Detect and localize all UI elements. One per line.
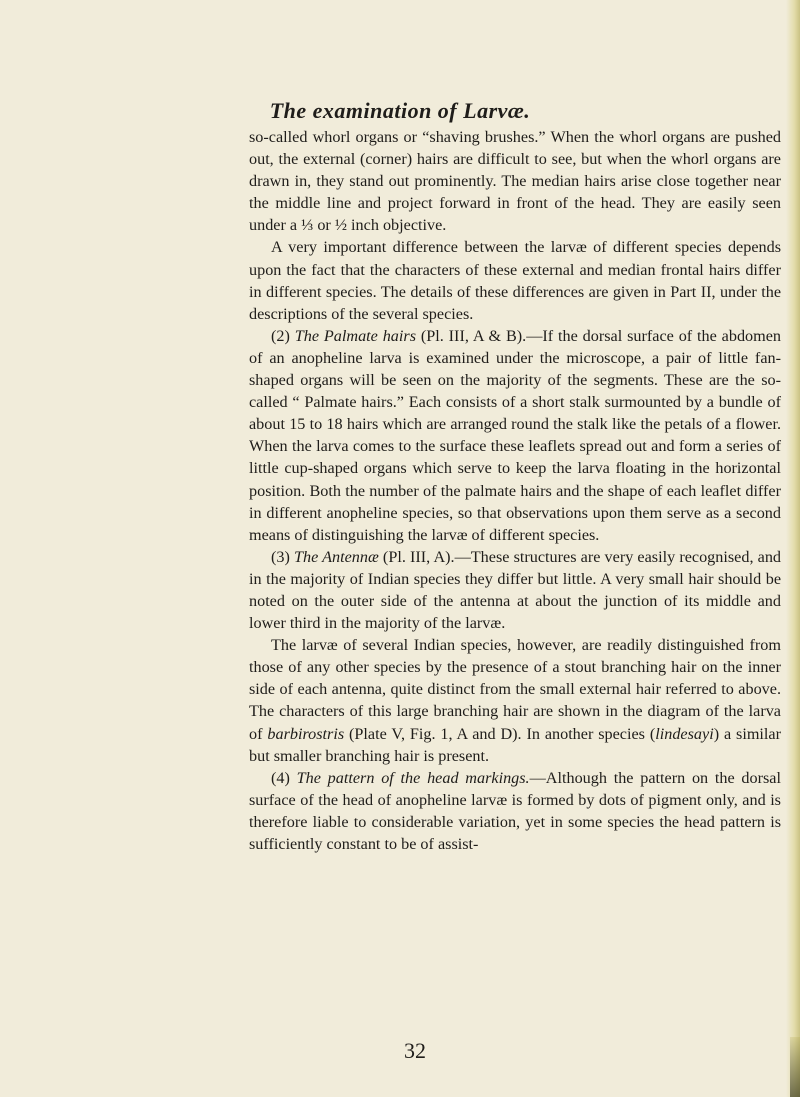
paragraph <box>249 767 781 855</box>
italic-term: The Palmate hairs <box>294 326 416 345</box>
paragraph <box>249 546 781 634</box>
text-run: (3) <box>271 547 295 566</box>
page-number: 32 <box>404 1038 426 1063</box>
page-edge-stain <box>786 0 800 1097</box>
text-run: ) a similar but smaller branching hair is present. <box>249 724 781 765</box>
paragraph <box>249 126 781 236</box>
text-run: (Pl. III, A & B).—If the dorsal surface of the abdomen of an anopheline larva is examined under the microscope, a pair of little fan-shaped organs will be seen on the majority of the segments. These are the so-called “ Palmate hairs.” Each consists of a short stalk surmounted by a bundle of about 15 to 18 hairs which are arranged round the stalk like the petals of a flower. When the larva comes to the surface these leaflets spread out and form a series of little cup-shaped organs which serve to keep the larva floating in the horizontal position. Both the number of the palmate hairs and the shape of each leaflet differ in different anopheline species, so that observations upon them serve as a second means of distinguishing the larvæ of different species. <box>249 326 782 544</box>
running-head: The examination of Larvæ. <box>269 98 531 123</box>
paragraph <box>249 325 781 546</box>
text-run: so-called whorl organs or “shaving brushes.” When the whorl organs are pushed out, the external (corner) hairs are difficult to see, but when the whorl organs are drawn in, they stand out prominently. The median hairs arise close together near the middle line and project forward in front of the head. They are easily seen under a ⅓ or ½ inch objective. <box>249 128 781 235</box>
text-run: (Pl. III, A).—These structures are very easily recognised, and in the majority of Indian species they differ but little. A very small hair should be noted on the outer side of the antenna at about the junction of its middle and lower third in the majority of the larvæ. <box>249 547 782 633</box>
text-run: (2) <box>271 326 295 345</box>
italic-term: The pattern of the head markings. <box>296 768 530 787</box>
paragraph <box>249 634 781 767</box>
italic-term: The Antennæ <box>294 547 379 566</box>
text-run: (Plate V, Fig. 1, A and D). In another species ( <box>344 724 656 743</box>
italic-term: lindesayi <box>655 724 714 743</box>
text-run: —Although the pattern on the dorsal surface of the head of anopheline larvæ is formed by dots of pigment only, and is therefore liable to considerable variation, yet in some species the head pattern is sufficiently constant to be of assist- <box>249 768 781 853</box>
text-run: (4) <box>271 768 297 787</box>
italic-term: barbirostris <box>267 724 345 743</box>
text-run: The larvæ of several Indian species, however, are readily distinguished from those of any other species by the presence of a stout branching hair on the inner side of each antenna, quite distinct from the small external hair referred to above. The characters of this large branching hair are shown in the diagram of the larva of <box>249 636 781 743</box>
body-text <box>249 126 781 855</box>
paragraph <box>249 236 781 324</box>
text-run: A very important difference between the larvæ of different species depends upon the fact that the characters of these external and median frontal hairs differ in different species. The details of these differences are given in Part II, under the descriptions of the several species. <box>249 238 781 323</box>
